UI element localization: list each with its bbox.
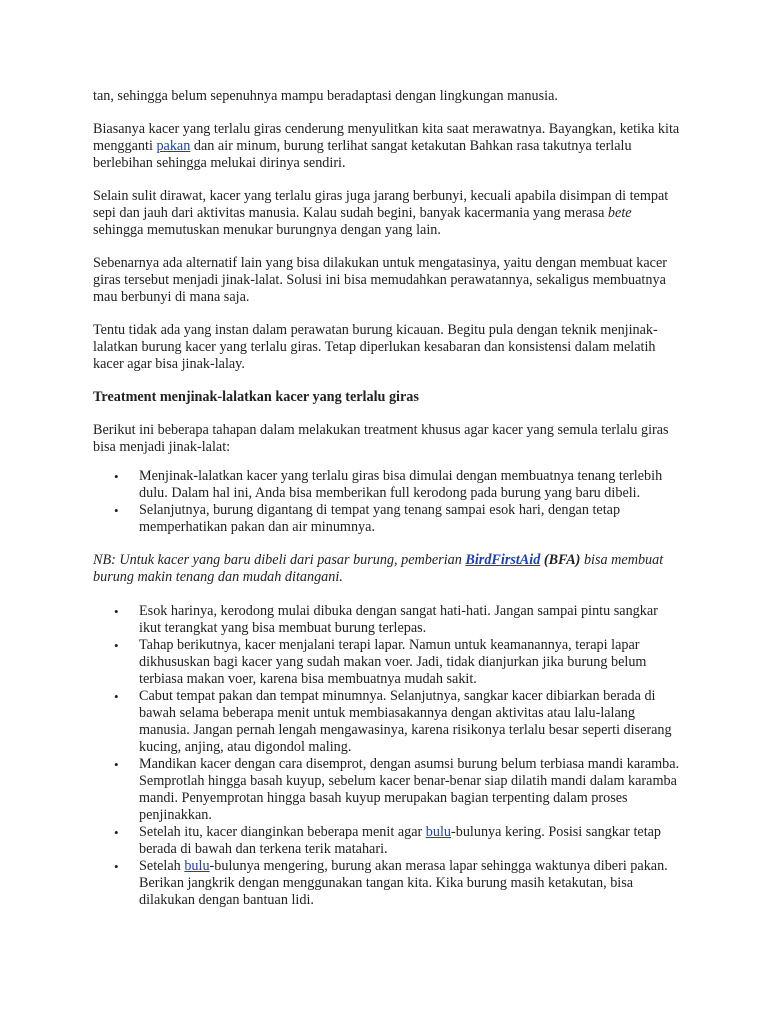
text-segment: -bulunya mengering, burung akan merasa lapar sehingga waktunya diberi pakan. Berikan jangkrik dengan menggunakan tangan kita. Kika burung masih ketakutan, bisa dilakukan dengan bantuan lidi. <box>139 858 668 908</box>
text-segment: Setelah <box>139 858 185 874</box>
text-segment: NB: Untuk kacer yang baru dibeli dari pasar burung, pemberian <box>93 552 466 568</box>
note-birdfirstaid <box>93 552 683 586</box>
paragraph-steps-intro: Berikut ini beberapa tahapan dalam melakukan treatment khusus agar kacer yang semula terlalu giras bisa menjadi jinak-lalat: <box>93 422 669 455</box>
text-segment: Setelah itu, kacer dianginkan beberapa menit agar <box>139 824 426 840</box>
section-heading: Treatment menjinak-lalatkan kacer yang terlalu giras <box>93 389 419 405</box>
list-item: • Tahap berikutnya, kacer menjalani terapi lapar. Namun untuk keamanannya, terapi lapar dikhususkan bagi kacer yang sudah makan voer. Jadi, tidak dianjurkan jika burung belum terbiasa makan voer, karena bisa membuatnya mudah sakit. <box>139 637 683 688</box>
link-bulu[interactable]: bulu <box>184 858 210 874</box>
list-item <box>139 824 683 858</box>
text-segment: Selain sulit dirawat, kacer yang terlalu giras juga jarang berbunyi, kecuali apabila disimpan di tempat sepi dan jauh dari aktivitas manusia. Kalau sudah begini, banyak kacermania yang merasa <box>93 188 669 221</box>
list-item: • Menjinak-lalatkan kacer yang terlalu giras bisa dimulai dengan membuatnya tenang terlebih dulu. Dalam hal ini, Anda bisa memberikan full kerodong pada burung yang baru dibeli. <box>139 468 683 502</box>
steps-list-first <box>93 468 683 536</box>
text-segment: -bulunya kering. Posisi sangkar tetap berada di bawah dan terkena terik matahari. <box>139 824 662 857</box>
emphasis-bete: bete <box>607 205 632 221</box>
list-item <box>139 858 683 909</box>
text-segment: bisa membuat burung makin tenang dan mudah ditangani. <box>93 552 664 585</box>
text-segment: sehingga memutuskan menukar burungnya dengan yang lain. <box>93 222 441 238</box>
list-item: • Cabut tempat pakan dan tempat minumnya. Selanjutnya, sangkar kacer dibiarkan berada di bawah selama beberapa menit untuk membiasakannya dengan aktivitas atau lalu-lalang manusia. Jangan pernah lengah mengawasinya, karena risikonya terlalu besar seperti diserang kucing, anjing, atau digondol maling. <box>139 688 683 756</box>
list-item: • Mandikan kacer dengan cara disemprot, dengan asumsi burung belum terbiasa mandi karamba. Semprotlah hingga basah kuyup, sebelum kacer benar-benar siap dilatih mandi dalam karamba mandi. Penyemprotan hingga basah kuyup merupakan bagian terpenting dalam proses penjinakkan. <box>139 756 683 824</box>
link-birdfirstaid[interactable]: BirdFirstAid <box>465 552 541 568</box>
text-segment: Biasanya kacer yang terlalu giras cenderung menyulitkan kita saat merawatnya. Bayangkan, ketika kita mengganti <box>93 121 680 154</box>
paragraph-patience: Tentu tidak ada yang instan dalam perawatan burung kicauan. Begitu pula dengan teknik menjinak-lalatkan burung kacer yang terlalu giras. Tetap diperlukan kesabaran dan konsistensi dalam melatih kacer agar bisa jinak-lalay. <box>93 322 658 372</box>
document-page <box>93 88 683 925</box>
paragraph-alternative: Sebenarnya ada alternatif lain yang bisa dilakukan untuk mengatasinya, yaitu dengan membuat kacer giras tersebut menjadi jinak-lalat. Solusi ini bisa memudahkan perawatannya, sekaligus membuatnya mau berbunyi di mana saja. <box>93 255 667 305</box>
link-pakan[interactable]: pakan <box>156 138 191 154</box>
list-item: • Selanjutnya, burung digantang di tempat yang tenang sampai esok hari, dengan tetap memperhatikan pakan dan air minumnya. <box>139 502 683 536</box>
paragraph-intro: tan, sehingga belum sepenuhnya mampu beradaptasi dengan lingkungan manusia. <box>93 88 558 104</box>
paragraph-rarely-sing <box>93 188 683 239</box>
link-bulu[interactable]: bulu <box>425 824 452 840</box>
paragraph-giras-difficult <box>93 121 683 172</box>
steps-list-second <box>93 603 683 909</box>
text-segment: dan air minum, burung terlihat sangat ketakutan Bahkan rasa takutnya terlalu berlebihan sehingga melukai dirinya sendiri. <box>93 138 632 171</box>
text-segment-bfa: (BFA) <box>540 552 581 568</box>
list-item: • Esok harinya, kerodong mulai dibuka dengan sangat hati-hati. Jangan sampai pintu sangkar ikut terangkat yang bisa membuat burung terlepas. <box>139 603 683 637</box>
